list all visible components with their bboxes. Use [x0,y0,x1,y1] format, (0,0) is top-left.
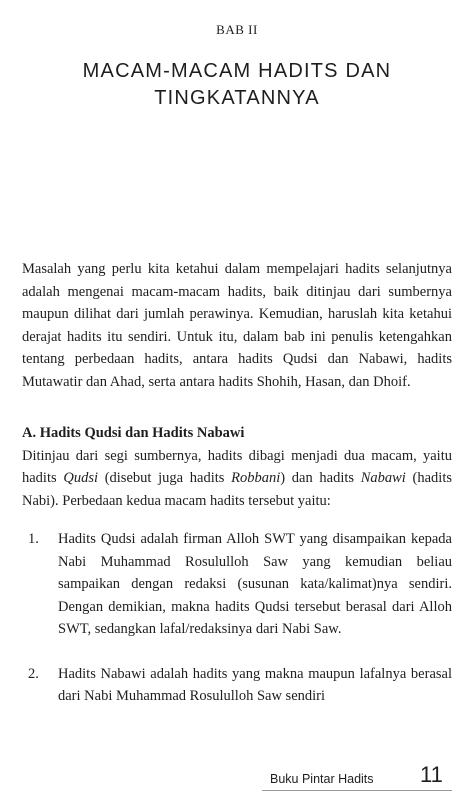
chapter-label: BAB II [216,22,258,37]
list-number: 1. [28,531,39,547]
difference-list [22,528,452,708]
section-paragraph [22,445,452,513]
intro-paragraph: Masalah yang perlu kita ketahui dalam mempelajari hadits selanjutnya adalah mengenai macam-macam hadits, baik ditinjau dari sumbernya maupun dilihat dari jumlah perawinya. Kemudian, haruslah kita ketahui derajat hadits itu sendiri. Untuk itu, dalam bab ini penulis ketengahkan tentang perbedaan hadits, antara hadits Qudsi dan Nabawi, hadits Mutawatir dan Ahad, serta antara hadits Shohih, Hasan, dan Dhoif. [22,261,452,390]
section-text-4: (hadits Nabi). Perbedaan kedua macam hadits tersebut yaitu: [22,470,453,509]
title-line-2: TINGKATANNYA [154,87,320,109]
page-title [40,58,434,112]
section-text-2: (disebut juga hadits [98,470,232,486]
term-qudsi: Qudsi [63,470,98,486]
section-text-3: ) dan hadits [280,470,361,486]
list-item [22,663,452,708]
term-nabawi: Nabawi [360,470,406,486]
section-heading: A. Hadits Qudsi dan Hadits Nabawi [22,425,245,441]
section-text-1: Ditinjau dari segi sumbernya, hadits dibagi menjadi dua macam, yaitu hadits [22,447,452,486]
title-line-1: MACAM-MACAM HADITS DAN [82,60,392,82]
term-robbani: Robbani [231,470,281,486]
footer-divider [262,790,452,791]
list-text: Hadits Qudsi adalah firman Alloh SWT yang disampaikan kepada Nabi Muhammad Rosululloh Saw yang kemudian beliau sampaikan dengan redaksi (susunan kata/kalimat)nya sendiri. Dengan demikian, makna hadits Qudsi tersebut berasal dari Alloh SWT, sedangkan lafal/redaksinya dari Nabi Saw. [58,531,452,637]
list-text: Hadits Nabawi adalah hadits yang makna maupun lafalnya berasal dari Nabi Muhammad Rosululloh Saw sendiri [58,665,452,704]
section-a [22,422,452,512]
page-number: 11 [420,762,443,787]
list-number: 2. [28,665,39,682]
list-item [22,528,452,641]
book-title: Buku Pintar Hadits [270,772,374,786]
